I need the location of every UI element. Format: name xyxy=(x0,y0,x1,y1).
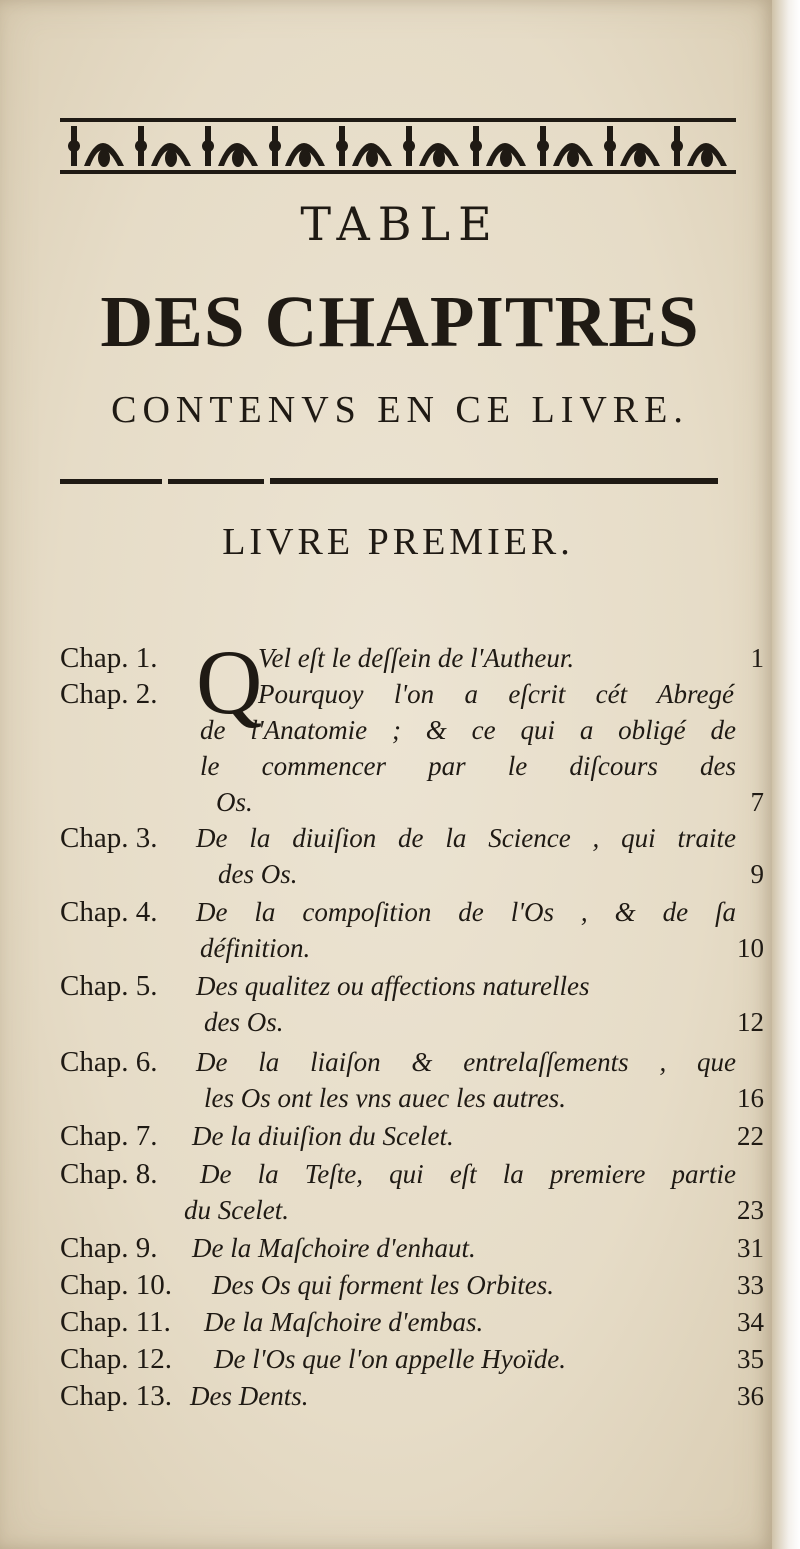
page-number: 34 xyxy=(737,1307,764,1337)
page-number: 23 xyxy=(737,1195,764,1225)
page-number: 35 xyxy=(737,1344,764,1374)
chapter-number: Chap. 3. xyxy=(60,822,158,854)
chapter-title-line: le commencer par le diſcours des xyxy=(200,751,736,781)
livre-heading: LIVRE PREMIER. xyxy=(222,521,574,563)
divider-rule xyxy=(60,476,718,486)
chapter-number: Chap. 6. xyxy=(60,1046,158,1078)
page-number: 12 xyxy=(737,1007,764,1037)
ornament-unit xyxy=(68,126,124,167)
chapter-title-line: Des Os qui forment les Orbites. xyxy=(212,1270,554,1300)
title-table: TABLE xyxy=(300,197,500,251)
title-des-chapitres: DES CHAPITRES xyxy=(100,281,700,362)
chapter-number: Chap. 5. xyxy=(60,970,158,1002)
page-number: 31 xyxy=(737,1233,764,1263)
chapter-number: Chap. 10. xyxy=(60,1269,172,1301)
ornament-unit xyxy=(671,126,727,167)
chapter-title-line: Des qualitez ou affections naturelles xyxy=(196,971,590,1001)
chapter-title-line: du Scelet. xyxy=(184,1195,289,1225)
chapter-number: Chap. 9. xyxy=(60,1232,158,1264)
chapter-title-line: De la Maſchoire d'embas. xyxy=(204,1307,484,1337)
ornament-unit xyxy=(336,126,392,167)
chapter-title-line: De la Maſchoire d'enhaut. xyxy=(192,1233,476,1263)
chapter-title-line: des Os. xyxy=(204,1007,284,1037)
chapter-number: Chap. 8. xyxy=(60,1158,158,1190)
chapter-number: Chap. 4. xyxy=(60,896,158,928)
chapter-title-line: De l'Os que l'on appelle Hyoïde. xyxy=(214,1344,566,1374)
ornament-unit xyxy=(604,126,660,167)
page-number: 36 xyxy=(737,1381,764,1411)
chapter-title-line: De la compoſition de l'Os , & de ſa xyxy=(196,897,736,927)
chapter-title-line: les Os ont les vns auec les autres. xyxy=(204,1083,566,1113)
chapter-title-line: Des Dents. xyxy=(190,1381,309,1411)
page-number: 33 xyxy=(737,1270,764,1300)
chapter-title-line: De la diuiſion de la Science , qui traite xyxy=(196,823,736,853)
page-number: 9 xyxy=(750,859,764,889)
page-number: 22 xyxy=(737,1121,764,1151)
page-number: 16 xyxy=(737,1083,764,1113)
ornament-unit xyxy=(202,126,258,167)
chapter-title-line: De la liaiſon & entrelaſſements , que xyxy=(196,1047,736,1077)
title-contenus: CONTENVS EN CE LIVRE. xyxy=(111,389,689,431)
chapter-number: Chap. 13. xyxy=(60,1380,172,1412)
ornament-unit xyxy=(537,126,593,167)
chapter-number: Chap. 7. xyxy=(60,1120,158,1152)
chapter-title-line: définition. xyxy=(200,933,311,963)
ornament-band xyxy=(60,112,736,180)
chapter-title-line: Vel eſt le deſſein de l'Autheur. xyxy=(258,643,575,673)
chapter-title-line: Pourquoy l'on a eſcrit cét Abregé xyxy=(258,679,734,709)
ornament-unit xyxy=(470,126,526,167)
chapter-title-line: des Os. xyxy=(218,859,298,889)
ornament-unit xyxy=(135,126,191,167)
page-number: 10 xyxy=(737,933,764,963)
ornament-unit xyxy=(269,126,325,167)
chapter-number: Chap. 2. xyxy=(60,678,158,710)
drop-cap: Q xyxy=(196,631,263,733)
chapter-title-line: De la diuiſion du Scelet. xyxy=(192,1121,454,1151)
chapter-number: Chap. 1. xyxy=(60,642,158,674)
page-number: 7 xyxy=(750,787,764,817)
page-number: 1 xyxy=(750,643,764,673)
chapter-title-line: De la Teſte, qui eſt la premiere partie xyxy=(200,1159,736,1189)
chapter-title-line: Os. xyxy=(216,787,253,817)
chapter-title-line: de l'Anatomie ; & ce qui a obligé de xyxy=(200,715,736,745)
ornament-unit xyxy=(403,126,459,167)
chapter-number: Chap. 12. xyxy=(60,1343,172,1375)
chapter-number: Chap. 11. xyxy=(60,1306,171,1338)
